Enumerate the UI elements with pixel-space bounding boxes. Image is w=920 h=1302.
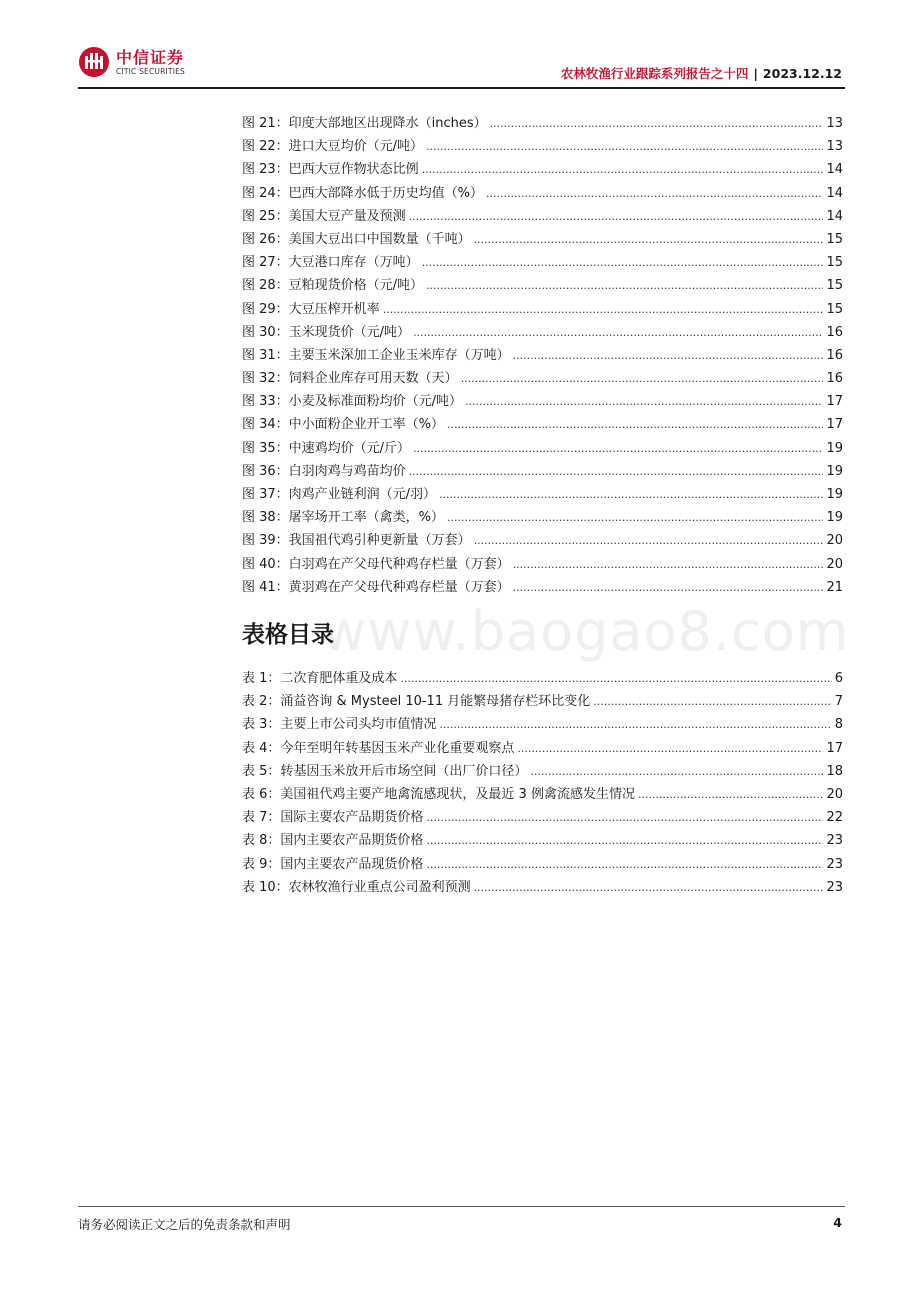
table-entry[interactable] (242, 783, 843, 806)
leader-dots (486, 182, 823, 205)
leader-dots (513, 553, 824, 576)
table-entry-label: 表 10：农林牧渔行业重点公司盈利预测 (242, 879, 471, 895)
figure-entry[interactable] (242, 205, 843, 228)
figure-entry[interactable] (242, 135, 843, 158)
leader-dots (413, 321, 823, 344)
page-number: 4 (833, 1215, 842, 1230)
leader-dots (426, 806, 823, 829)
figure-entry-page: 14 (826, 185, 843, 201)
logo-chinese-name: 中信证券 (116, 47, 185, 67)
figure-entry-label: 图 30：玉米现货价（元/吨） (242, 324, 411, 340)
leader-dots (593, 690, 831, 713)
figure-entry[interactable] (242, 274, 843, 297)
table-entry-label: 表 8：国内主要农产品期货价格 (242, 833, 424, 849)
table-entry[interactable] (242, 667, 843, 690)
figure-entry-label: 图 25：美国大豆产量及预测 (242, 208, 406, 224)
leader-dots (447, 413, 823, 436)
header-divider (78, 87, 845, 89)
citic-logo (78, 46, 185, 78)
table-entry-page: 8 (834, 717, 843, 733)
report-date: 2023.12.12 (762, 66, 842, 81)
figure-entry[interactable] (242, 553, 843, 576)
leader-dots (638, 783, 824, 806)
leader-dots (465, 390, 823, 413)
figure-entry[interactable] (242, 321, 843, 344)
figure-entry-page: 13 (826, 116, 843, 131)
figure-entry[interactable] (242, 390, 843, 413)
footer-divider (78, 1206, 845, 1207)
figure-entry-page: 17 (826, 394, 843, 410)
figure-entry-label: 图 33：小麦及标准面粉均价（元/吨） (242, 394, 463, 410)
figure-entry-page: 13 (826, 139, 843, 155)
table-entry-label: 表 1：二次育肥体重及成本 (242, 671, 398, 686)
leader-dots (409, 460, 824, 483)
table-entry[interactable] (242, 713, 843, 736)
table-entry-page: 7 (834, 694, 843, 710)
figure-entry-page: 14 (826, 208, 843, 224)
leader-dots (530, 760, 823, 783)
leader-dots (426, 829, 823, 852)
table-entry-page: 23 (826, 856, 843, 872)
figure-entry[interactable] (242, 576, 843, 599)
leader-dots (400, 667, 831, 690)
figure-entry[interactable] (242, 367, 843, 390)
page-header (0, 0, 920, 100)
figure-entry-label: 图 34：中小面粉企业开工率（%） (242, 417, 445, 433)
figure-entry-label: 图 39：我国祖代鸡引种更新量（万套） (242, 533, 471, 549)
header-separator: | (753, 66, 758, 81)
table-entry[interactable] (242, 876, 843, 899)
figure-entry-label: 图 28：豆粕现货价格（元/吨） (242, 278, 424, 294)
figure-entry[interactable] (242, 251, 843, 274)
figure-entry[interactable] (242, 506, 843, 529)
table-entry-label: 表 5：转基因玉米放开后市场空间（出厂价口径） (242, 763, 528, 779)
figure-entry-page: 16 (826, 347, 843, 363)
figure-entry-label: 图 26：美国大豆出口中国数量（千吨） (242, 231, 471, 247)
figure-entry-page: 16 (826, 324, 843, 340)
citic-logo-icon (78, 46, 110, 78)
leader-dots (461, 367, 824, 390)
figure-entry-page: 15 (826, 278, 843, 294)
figure-entry-label: 图 32：饲料企业库存可用天数（天） (242, 371, 458, 387)
leader-dots (426, 853, 823, 876)
figure-entry-page: 21 (826, 579, 843, 595)
leader-dots (474, 529, 824, 552)
figure-entry-label: 图 29：大豆压榨开机率 (242, 301, 380, 317)
figure-entry[interactable] (242, 437, 843, 460)
figure-entry-page: 20 (826, 556, 843, 572)
footer-disclaimer: 请务必阅读正文之后的免责条款和声明 (78, 1217, 291, 1232)
figure-entry-label: 图 37：肉鸡产业链利润（元/羽） (242, 487, 437, 502)
table-entry[interactable] (242, 853, 843, 876)
leader-dots (447, 506, 823, 529)
figure-entry-page: 15 (826, 255, 843, 271)
leader-dots (426, 135, 823, 158)
table-entry[interactable] (242, 737, 843, 760)
table-entry-label: 表 7：国际主要农产品期货价格 (242, 810, 424, 826)
figure-entry[interactable] (242, 344, 843, 367)
leader-dots (439, 483, 823, 506)
figure-entry-label: 图 27：大豆港口库存（万吨） (242, 255, 419, 271)
report-title: 农林牧渔行业跟踪系列报告之十四 (560, 66, 749, 81)
figure-entry-page: 19 (826, 510, 843, 526)
watermark: www.baogao8.com (322, 600, 850, 663)
table-entry[interactable] (242, 829, 843, 852)
table-entry-page: 23 (826, 833, 843, 849)
table-entry-label: 表 3：主要上市公司头均市值情况 (242, 717, 437, 733)
table-entry-page: 6 (834, 671, 843, 686)
figure-entry[interactable] (242, 228, 843, 251)
figure-entry[interactable] (242, 182, 843, 205)
figure-entry-page: 15 (826, 301, 843, 317)
table-entry[interactable] (242, 690, 843, 713)
figure-entry-page: 17 (826, 417, 843, 433)
figure-entry[interactable] (242, 460, 843, 483)
figure-entry-page: 19 (826, 487, 843, 502)
leader-dots (490, 112, 824, 135)
leader-dots (513, 576, 824, 599)
tables-section-title: 表格目录 (242, 622, 334, 648)
figure-entry[interactable] (242, 413, 843, 436)
leader-dots (409, 205, 824, 228)
logo-english-name: CITIC SECURITIES (116, 66, 186, 76)
leader-dots (413, 437, 823, 460)
leader-dots (422, 158, 824, 181)
figure-entry-page: 15 (826, 231, 843, 247)
figure-entry[interactable] (242, 112, 843, 135)
figure-entry-label: 图 41：黄羽鸡在产父母代种鸡存栏量（万套） (242, 579, 510, 595)
report-header-info (561, 64, 842, 82)
leader-dots (426, 274, 823, 297)
table-entry-page: 20 (826, 786, 843, 802)
figure-entry[interactable] (242, 298, 843, 321)
table-entry-label: 表 2：涌益咨询 & Mysteel 10-11 月能繁母猪存栏环比变化 (242, 694, 591, 710)
leader-dots (513, 344, 824, 367)
leader-dots (474, 876, 824, 899)
table-entry-label: 表 9：国内主要农产品现货价格 (242, 856, 424, 872)
table-list (242, 667, 843, 899)
table-entry-page: 18 (826, 763, 843, 779)
table-entry-page: 17 (826, 740, 843, 756)
figure-entry-page: 19 (826, 440, 843, 456)
figure-list (242, 112, 843, 599)
table-entry-page: 22 (826, 810, 843, 826)
figure-entry-label: 图 23：巴西大豆作物状态比例 (242, 162, 419, 178)
figure-entry-label: 图 36：白羽肉鸡与鸡苗均价 (242, 463, 406, 479)
figure-entry[interactable] (242, 158, 843, 181)
table-entry-page: 23 (826, 879, 843, 895)
figure-entry-page: 19 (826, 463, 843, 479)
leader-dots (474, 228, 824, 251)
table-entry-label: 表 4：今年至明年转基因玉米产业化重要观察点 (242, 740, 515, 756)
figure-entry-label: 图 31：主要玉米深加工企业玉米库存（万吨） (242, 347, 510, 363)
leader-dots (517, 737, 823, 760)
figure-entry-label: 图 38：屠宰场开工率（禽类，%） (242, 510, 445, 526)
figure-entry-page: 16 (826, 371, 843, 387)
figure-entry-label: 图 22：进口大豆均价（元/吨） (242, 139, 424, 155)
figure-entry-label: 图 40：白羽鸡在产父母代种鸡存栏量（万套） (242, 556, 510, 572)
figure-entry[interactable] (242, 529, 843, 552)
table-entry-label: 表 6：美国祖代鸡主要产地禽流感现状，及最近 3 例禽流感发生情况 (242, 786, 635, 802)
figure-entry-page: 20 (826, 533, 843, 549)
figure-entry[interactable] (242, 483, 843, 506)
table-entry[interactable] (242, 760, 843, 783)
figure-entry-label: 图 21：印度大部地区出现降水（inches） (242, 116, 487, 131)
figure-entry-page: 14 (826, 162, 843, 178)
leader-dots (422, 251, 824, 274)
table-entry[interactable] (242, 806, 843, 829)
leader-dots (439, 713, 831, 736)
leader-dots (383, 298, 824, 321)
figure-entry-label: 图 35：中速鸡均价（元/斤） (242, 440, 411, 456)
figure-entry-label: 图 24：巴西大部降水低于历史均值（%） (242, 185, 484, 201)
